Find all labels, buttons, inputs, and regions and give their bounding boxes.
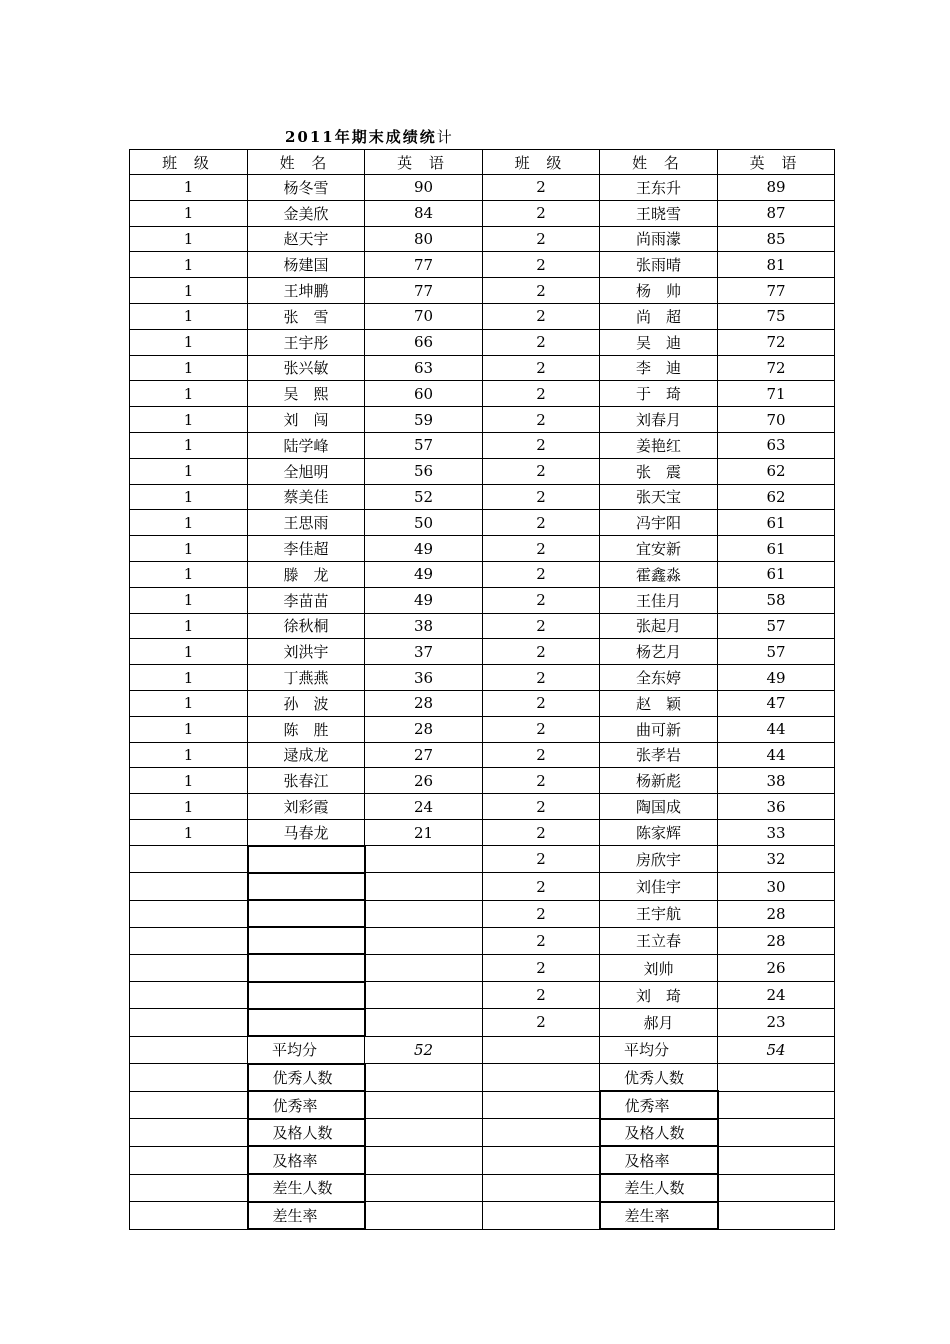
- right-class-cell: 2: [483, 794, 600, 820]
- left-class-cell: [130, 1009, 248, 1036]
- left-name-cell: [248, 954, 365, 981]
- table-row: [130, 407, 835, 433]
- right-english-cell: 49: [718, 665, 835, 691]
- table-row: [130, 768, 835, 794]
- left-english-cell: 26: [365, 768, 483, 794]
- right-stat-value: [718, 1119, 835, 1147]
- right-class-cell: 2: [483, 484, 600, 510]
- right-class-cell: 2: [483, 303, 600, 329]
- right-class-cell: 2: [483, 716, 600, 742]
- right-stat-blank: [483, 1174, 600, 1202]
- right-class-cell: 2: [483, 252, 600, 278]
- left-stat-blank: [130, 1036, 248, 1064]
- right-english-cell: 89: [718, 175, 835, 201]
- left-stat-blank: [130, 1174, 248, 1202]
- left-class-cell: 1: [130, 536, 248, 562]
- left-stat-blank: [130, 1146, 248, 1174]
- right-name-cell: 尚雨濛: [600, 226, 718, 252]
- left-name-cell: [248, 873, 365, 900]
- right-english-cell: 63: [718, 432, 835, 458]
- left-stat-value: [365, 1091, 483, 1119]
- right-english-cell: 28: [718, 927, 835, 954]
- left-class-cell: 1: [130, 690, 248, 716]
- table-row: [130, 458, 835, 484]
- left-english-cell: 52: [365, 484, 483, 510]
- left-english-cell: 36: [365, 665, 483, 691]
- left-name-cell: 全旭明: [248, 458, 365, 484]
- score-table-body: [130, 150, 835, 1230]
- left-class-cell: 1: [130, 819, 248, 845]
- left-stat-label: 差生率: [248, 1202, 365, 1230]
- left-name-cell: 吴 熙: [248, 381, 365, 407]
- left-class-cell: [130, 873, 248, 900]
- table-row: [130, 900, 835, 927]
- left-stat-value: [365, 1146, 483, 1174]
- right-class-cell: 2: [483, 768, 600, 794]
- left-name-cell: 金美欣: [248, 200, 365, 226]
- right-class-cell: 2: [483, 407, 600, 433]
- left-name-cell: 李苗苗: [248, 587, 365, 613]
- right-name-cell: 宜安新: [600, 536, 718, 562]
- left-class-cell: [130, 846, 248, 873]
- table-row: [130, 200, 835, 226]
- right-stat-label: 及格率: [600, 1146, 718, 1174]
- left-name-cell: 刘洪宇: [248, 639, 365, 665]
- stat-row: [130, 1174, 835, 1202]
- table-row: [130, 561, 835, 587]
- right-stat-value: [718, 1174, 835, 1202]
- right-english-cell: 33: [718, 819, 835, 845]
- left-english-cell: 24: [365, 794, 483, 820]
- left-class-cell: 1: [130, 175, 248, 201]
- right-class-cell: 2: [483, 381, 600, 407]
- stat-row: [130, 1036, 835, 1064]
- left-class-cell: 1: [130, 278, 248, 304]
- left-name-cell: 赵天宇: [248, 226, 365, 252]
- left-class-cell: 1: [130, 303, 248, 329]
- left-class-cell: 1: [130, 484, 248, 510]
- table-row: [130, 639, 835, 665]
- score-table: [129, 149, 835, 1230]
- left-english-cell: 28: [365, 716, 483, 742]
- left-english-cell: 80: [365, 226, 483, 252]
- right-name-cell: 吴 迪: [600, 329, 718, 355]
- right-name-cell: 王晓雪: [600, 200, 718, 226]
- left-class-cell: 1: [130, 226, 248, 252]
- stat-row: [130, 1202, 835, 1230]
- right-english-cell: 24: [718, 982, 835, 1009]
- left-name-cell: [248, 927, 365, 954]
- right-english-cell: 30: [718, 873, 835, 900]
- right-name-cell: 陈家辉: [600, 819, 718, 845]
- table-row: [130, 510, 835, 536]
- left-name-cell: 杨建国: [248, 252, 365, 278]
- table-row: [130, 794, 835, 820]
- stat-row: [130, 1064, 835, 1092]
- left-english-cell: 59: [365, 407, 483, 433]
- right-english-cell: 85: [718, 226, 835, 252]
- table-row: [130, 484, 835, 510]
- right-class-cell: 2: [483, 665, 600, 691]
- right-name-cell: 赵 颖: [600, 690, 718, 716]
- header-english-1: 英 语: [365, 150, 483, 175]
- right-class-cell: 2: [483, 900, 600, 927]
- table-row: [130, 587, 835, 613]
- right-name-cell: 张孝岩: [600, 742, 718, 768]
- left-class-cell: 1: [130, 561, 248, 587]
- right-english-cell: 75: [718, 303, 835, 329]
- right-class-cell: 2: [483, 510, 600, 536]
- right-english-cell: 57: [718, 639, 835, 665]
- left-name-cell: [248, 846, 365, 873]
- left-name-cell: 李佳超: [248, 536, 365, 562]
- header-class-2: 班 级: [483, 150, 600, 175]
- left-name-cell: 陆学峰: [248, 432, 365, 458]
- left-english-cell: 38: [365, 613, 483, 639]
- left-class-cell: 1: [130, 458, 248, 484]
- left-name-cell: 张 雪: [248, 303, 365, 329]
- right-name-cell: 杨新彪: [600, 768, 718, 794]
- right-class-cell: 2: [483, 587, 600, 613]
- left-class-cell: 1: [130, 510, 248, 536]
- title-main: 2011年期末成绩统: [285, 128, 437, 146]
- right-class-cell: 2: [483, 819, 600, 845]
- right-english-cell: 70: [718, 407, 835, 433]
- right-name-cell: 刘帅: [600, 954, 718, 981]
- left-english-cell: [365, 846, 483, 873]
- right-stat-blank: [483, 1202, 600, 1230]
- right-class-cell: 2: [483, 432, 600, 458]
- table-row: [130, 381, 835, 407]
- left-class-cell: 1: [130, 768, 248, 794]
- table-row: [130, 1009, 835, 1036]
- left-stat-label: 及格人数: [248, 1119, 365, 1147]
- right-name-cell: 刘佳宇: [600, 873, 718, 900]
- header-class-1: 班 级: [130, 150, 248, 175]
- left-stat-value: [365, 1119, 483, 1147]
- left-english-cell: 57: [365, 432, 483, 458]
- right-english-cell: 81: [718, 252, 835, 278]
- right-name-cell: 杨 帅: [600, 278, 718, 304]
- right-english-cell: 61: [718, 561, 835, 587]
- left-english-cell: 66: [365, 329, 483, 355]
- left-class-cell: 1: [130, 665, 248, 691]
- left-class-cell: 1: [130, 252, 248, 278]
- right-english-cell: 32: [718, 846, 835, 873]
- right-stat-blank: [483, 1091, 600, 1119]
- right-class-cell: 2: [483, 690, 600, 716]
- left-english-cell: [365, 873, 483, 900]
- right-name-cell: 张 震: [600, 458, 718, 484]
- left-name-cell: 蔡美佳: [248, 484, 365, 510]
- left-class-cell: 1: [130, 432, 248, 458]
- right-class-cell: 2: [483, 954, 600, 981]
- table-row: [130, 690, 835, 716]
- left-english-cell: 70: [365, 303, 483, 329]
- left-name-cell: 滕 龙: [248, 561, 365, 587]
- right-name-cell: 王东升: [600, 175, 718, 201]
- table-row: [130, 175, 835, 201]
- right-stat-value: [718, 1202, 835, 1230]
- right-name-cell: 冯宇阳: [600, 510, 718, 536]
- right-name-cell: 杨艺月: [600, 639, 718, 665]
- right-stat-label: 差生人数: [600, 1174, 718, 1202]
- right-stat-blank: [483, 1064, 600, 1092]
- left-name-cell: 王宇彤: [248, 329, 365, 355]
- left-stat-blank: [130, 1119, 248, 1147]
- table-row: [130, 716, 835, 742]
- right-stat-value: [718, 1091, 835, 1119]
- left-english-cell: 56: [365, 458, 483, 484]
- stat-row: [130, 1091, 835, 1119]
- left-english-cell: 21: [365, 819, 483, 845]
- right-class-cell: 2: [483, 561, 600, 587]
- right-name-cell: 张起月: [600, 613, 718, 639]
- left-english-cell: 50: [365, 510, 483, 536]
- left-name-cell: 马春龙: [248, 819, 365, 845]
- right-name-cell: 姜艳红: [600, 432, 718, 458]
- left-english-cell: 27: [365, 742, 483, 768]
- left-stat-blank: [130, 1064, 248, 1092]
- right-stat-blank: [483, 1036, 600, 1064]
- left-name-cell: 刘 闯: [248, 407, 365, 433]
- right-class-cell: 2: [483, 927, 600, 954]
- left-english-cell: 90: [365, 175, 483, 201]
- table-row: [130, 927, 835, 954]
- table-row: [130, 432, 835, 458]
- left-class-cell: [130, 900, 248, 927]
- right-english-cell: 72: [718, 355, 835, 381]
- right-stat-label: 优秀率: [600, 1091, 718, 1119]
- right-name-cell: 房欣宇: [600, 846, 718, 873]
- left-name-cell: [248, 900, 365, 927]
- left-name-cell: 刘彩霞: [248, 794, 365, 820]
- right-name-cell: 于 琦: [600, 381, 718, 407]
- right-name-cell: 李 迪: [600, 355, 718, 381]
- left-stat-value: [365, 1174, 483, 1202]
- table-row: [130, 742, 835, 768]
- right-english-cell: 71: [718, 381, 835, 407]
- left-class-cell: 1: [130, 639, 248, 665]
- document-title: [285, 126, 454, 147]
- right-english-cell: 72: [718, 329, 835, 355]
- right-stat-value: [718, 1064, 835, 1092]
- table-row: [130, 846, 835, 873]
- right-class-cell: 2: [483, 536, 600, 562]
- left-name-cell: 丁燕燕: [248, 665, 365, 691]
- left-class-cell: 1: [130, 355, 248, 381]
- right-class-cell: 2: [483, 873, 600, 900]
- left-stat-label: 平均分: [248, 1036, 365, 1064]
- left-english-cell: [365, 1009, 483, 1036]
- right-class-cell: 2: [483, 200, 600, 226]
- title-last-char: 计: [436, 128, 454, 146]
- right-stat-blank: [483, 1146, 600, 1174]
- right-class-cell: 2: [483, 846, 600, 873]
- left-stat-blank: [130, 1091, 248, 1119]
- right-english-cell: 28: [718, 900, 835, 927]
- stat-row: [130, 1146, 835, 1174]
- left-english-cell: 77: [365, 252, 483, 278]
- left-class-cell: 1: [130, 200, 248, 226]
- right-class-cell: 2: [483, 1009, 600, 1036]
- right-class-cell: 2: [483, 982, 600, 1009]
- right-name-cell: 王立春: [600, 927, 718, 954]
- left-english-cell: [365, 982, 483, 1009]
- left-english-cell: 49: [365, 561, 483, 587]
- right-class-cell: 2: [483, 226, 600, 252]
- right-name-cell: 刘春月: [600, 407, 718, 433]
- right-stat-label: 及格人数: [600, 1119, 718, 1147]
- right-english-cell: 77: [718, 278, 835, 304]
- left-class-cell: [130, 954, 248, 981]
- right-name-cell: 王宇航: [600, 900, 718, 927]
- left-name-cell: [248, 1009, 365, 1036]
- left-english-cell: 28: [365, 690, 483, 716]
- left-name-cell: 孙 波: [248, 690, 365, 716]
- stat-row: [130, 1119, 835, 1147]
- left-name-cell: 张兴敏: [248, 355, 365, 381]
- table-row: [130, 982, 835, 1009]
- left-english-cell: 49: [365, 587, 483, 613]
- right-stat-label: 差生率: [600, 1202, 718, 1230]
- left-name-cell: 王思雨: [248, 510, 365, 536]
- table-row: [130, 252, 835, 278]
- table-row: [130, 278, 835, 304]
- table-row: [130, 355, 835, 381]
- table-row: [130, 873, 835, 900]
- table-row: [130, 613, 835, 639]
- table-row: [130, 226, 835, 252]
- table-row: [130, 329, 835, 355]
- left-class-cell: 1: [130, 742, 248, 768]
- left-class-cell: 1: [130, 381, 248, 407]
- right-english-cell: 62: [718, 484, 835, 510]
- left-english-cell: 60: [365, 381, 483, 407]
- right-stat-value: [718, 1146, 835, 1174]
- left-class-cell: 1: [130, 587, 248, 613]
- left-name-cell: [248, 982, 365, 1009]
- right-name-cell: 霍鑫淼: [600, 561, 718, 587]
- left-class-cell: 1: [130, 794, 248, 820]
- right-name-cell: 刘 琦: [600, 982, 718, 1009]
- table-row: [130, 819, 835, 845]
- right-name-cell: 陶国成: [600, 794, 718, 820]
- left-stat-value: [365, 1064, 483, 1092]
- right-english-cell: 47: [718, 690, 835, 716]
- right-class-cell: 2: [483, 175, 600, 201]
- left-stat-value: 52: [365, 1036, 483, 1064]
- table-row: [130, 536, 835, 562]
- right-class-cell: 2: [483, 355, 600, 381]
- left-stat-label: 差生人数: [248, 1174, 365, 1202]
- header-row: [130, 150, 835, 175]
- left-name-cell: 张春江: [248, 768, 365, 794]
- table-row: [130, 954, 835, 981]
- right-stat-blank: [483, 1119, 600, 1147]
- right-english-cell: 44: [718, 742, 835, 768]
- left-class-cell: 1: [130, 329, 248, 355]
- header-name-1: 姓 名: [248, 150, 365, 175]
- left-class-cell: [130, 982, 248, 1009]
- left-stat-blank: [130, 1202, 248, 1230]
- left-english-cell: [365, 900, 483, 927]
- left-english-cell: 49: [365, 536, 483, 562]
- left-stat-value: [365, 1202, 483, 1230]
- right-class-cell: 2: [483, 329, 600, 355]
- left-class-cell: [130, 927, 248, 954]
- right-name-cell: 张雨晴: [600, 252, 718, 278]
- right-english-cell: 26: [718, 954, 835, 981]
- right-class-cell: 2: [483, 639, 600, 665]
- header-english-2: 英 语: [718, 150, 835, 175]
- left-class-cell: 1: [130, 407, 248, 433]
- left-name-cell: 陈 胜: [248, 716, 365, 742]
- left-english-cell: 63: [365, 355, 483, 381]
- right-class-cell: 2: [483, 613, 600, 639]
- right-class-cell: 2: [483, 742, 600, 768]
- right-class-cell: 2: [483, 278, 600, 304]
- right-stat-label: 优秀人数: [600, 1064, 718, 1092]
- right-english-cell: 57: [718, 613, 835, 639]
- right-english-cell: 61: [718, 510, 835, 536]
- right-name-cell: 尚 超: [600, 303, 718, 329]
- right-english-cell: 38: [718, 768, 835, 794]
- left-name-cell: 杨冬雪: [248, 175, 365, 201]
- right-name-cell: 全东婷: [600, 665, 718, 691]
- right-name-cell: 王佳月: [600, 587, 718, 613]
- right-stat-value: 54: [718, 1036, 835, 1064]
- left-english-cell: 84: [365, 200, 483, 226]
- table-row: [130, 303, 835, 329]
- left-class-cell: 1: [130, 613, 248, 639]
- right-english-cell: 61: [718, 536, 835, 562]
- right-english-cell: 87: [718, 200, 835, 226]
- right-name-cell: 郝月: [600, 1009, 718, 1036]
- right-english-cell: 23: [718, 1009, 835, 1036]
- left-english-cell: 77: [365, 278, 483, 304]
- left-english-cell: [365, 954, 483, 981]
- left-stat-label: 及格率: [248, 1146, 365, 1174]
- left-class-cell: 1: [130, 716, 248, 742]
- left-stat-label: 优秀人数: [248, 1064, 365, 1092]
- left-name-cell: 徐秋桐: [248, 613, 365, 639]
- header-name-2: 姓 名: [600, 150, 718, 175]
- right-english-cell: 62: [718, 458, 835, 484]
- right-stat-label: 平均分: [600, 1036, 718, 1064]
- table-row: [130, 665, 835, 691]
- right-class-cell: 2: [483, 458, 600, 484]
- right-english-cell: 44: [718, 716, 835, 742]
- left-english-cell: 37: [365, 639, 483, 665]
- right-name-cell: 曲可新: [600, 716, 718, 742]
- left-name-cell: 王坤鹏: [248, 278, 365, 304]
- left-name-cell: 逯成龙: [248, 742, 365, 768]
- right-name-cell: 张天宝: [600, 484, 718, 510]
- right-english-cell: 36: [718, 794, 835, 820]
- right-english-cell: 58: [718, 587, 835, 613]
- left-english-cell: [365, 927, 483, 954]
- left-stat-label: 优秀率: [248, 1091, 365, 1119]
